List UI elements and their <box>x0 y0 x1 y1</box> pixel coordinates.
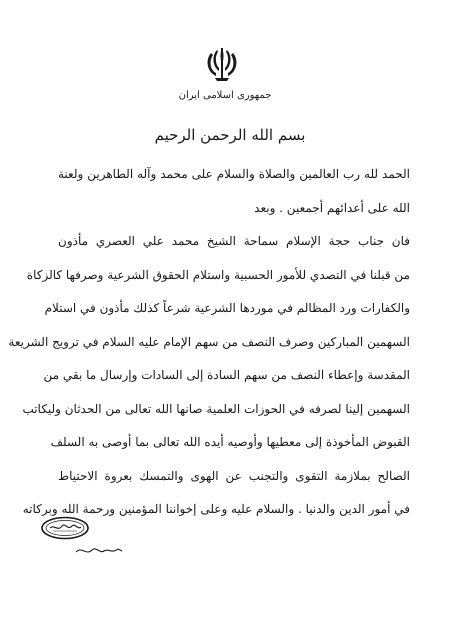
state-header: جمهوری اسلامی ایران <box>178 90 272 101</box>
seal-stamp-icon <box>40 516 90 540</box>
letter-line: فان جناب حجة الإسلام سماحة الشيخ محمد علي العصري مأذون <box>58 234 410 248</box>
letter-line: والكفارات ورد المظالم في موردها الشرعية شرعاً كذلك مأذون في استلام <box>44 301 410 315</box>
letter-line: القبوض المأخوذة إلى معطيها وأوصيه أيده الله تعالى بما أوصى به السلف <box>50 435 410 449</box>
letter-line: الله على أعدائهم أجمعين . وبعد <box>254 200 410 215</box>
letter-line: السهمين إلينا لصرفه في الحوزات العلمية صانها الله تعالى من الحدثان وليكاتب <box>22 401 410 416</box>
letter-body <box>8 158 410 527</box>
iran-emblem-icon <box>201 44 243 84</box>
signature-icon <box>74 542 124 558</box>
letter-line: السهمين المباركين وصرف النصف من سهم الإمام عليه السلام في ترويج الشريعة <box>8 334 410 349</box>
letter-line: المقدسة وإعطاء النصف من سهم السادة إلى السادات وإرسال ما بقي من <box>43 368 410 382</box>
letter-line: في أمور الدين والدنيا . والسلام عليه وعلى إخواننا المؤمنين ورحمة الله وبركاته <box>22 502 410 516</box>
letter-line: من قبلنا في التصدي للأمور الحسبية واستلام الحقوق الشرعية وصرفها كالزكاة <box>26 267 410 282</box>
letter-line: الصالح بملازمة التقوى والتجنب عن الهوى والتمسك بعروة الاحتياط <box>58 468 410 483</box>
basmala-heading: بسم الله الرحمن الرحیم <box>154 126 306 144</box>
letter-line: الحمد لله رب العالمين والصلاة والسلام على محمد وآله الطاهرين ولعنة <box>58 167 410 181</box>
